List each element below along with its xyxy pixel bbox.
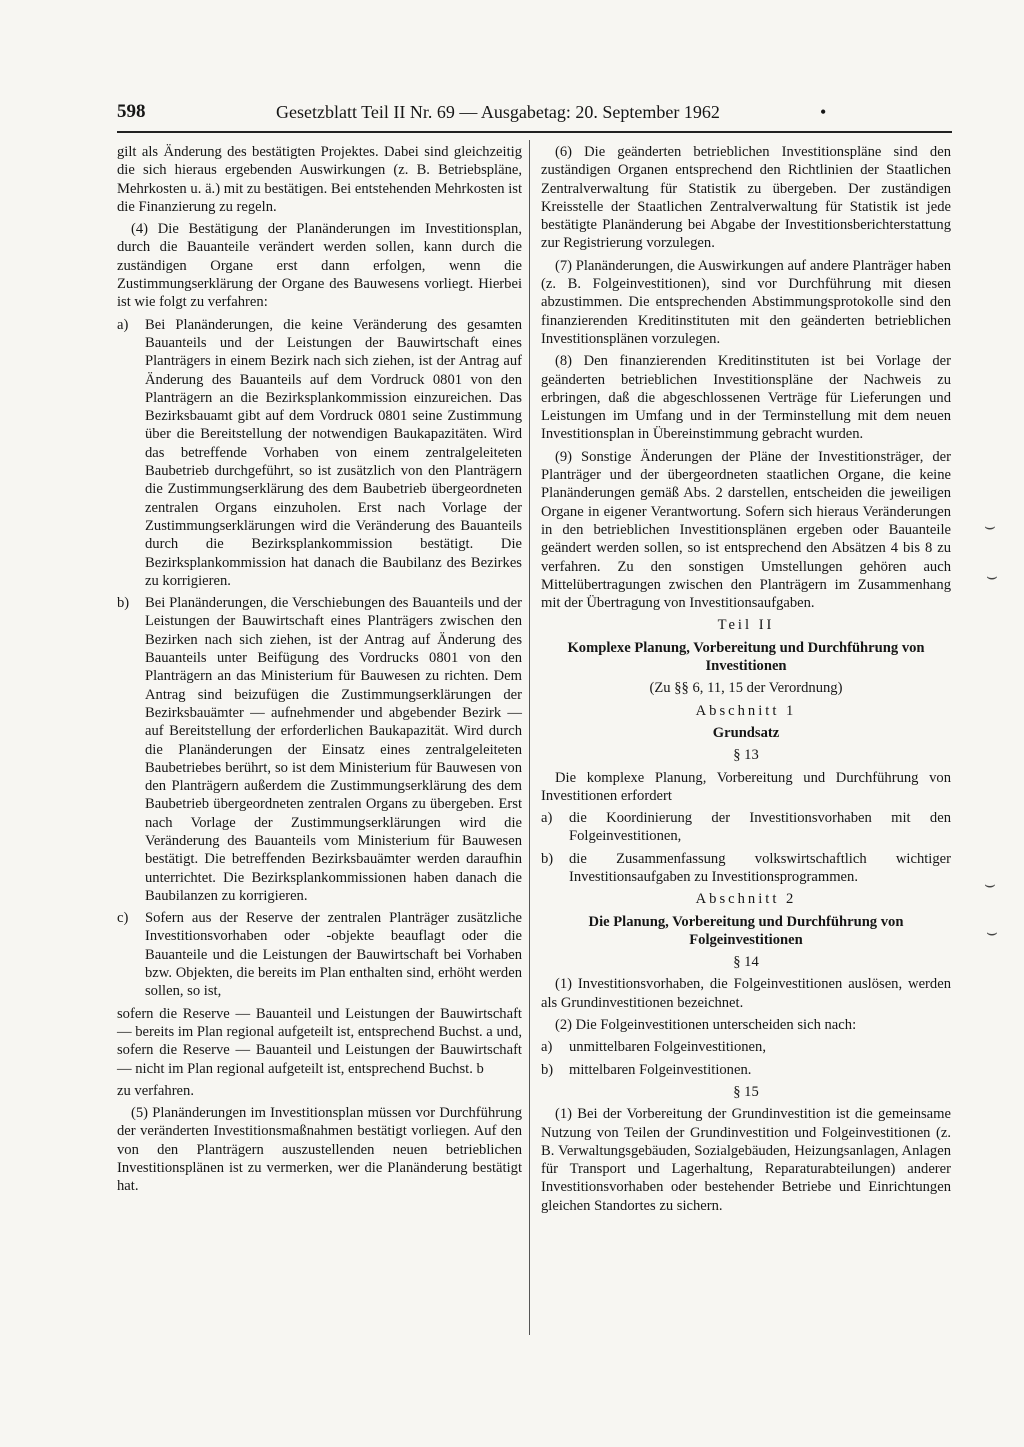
paragraph-5: (5) Planänderungen im Investitionsplan müssen vor Durchführung der veränderten Investitionsmaßnahmen bestätigt vorliegen. Auf den von den Planträgern auszustellenden neuen betrieblichen Investitionsplänen ist zu vermerken, wer die Planänderung bestätigt hat. [117, 1105, 522, 1195]
section-1-title: Grundsatz [712, 724, 780, 741]
list-item-c [117, 909, 522, 1000]
list-text: unmittelbaren Folgeinvestitionen, [569, 1039, 766, 1056]
paragraph-intro: gilt als Änderung des bestätigten Projektes. Dabei sind gleichzeitig die sich hieraus ergebenden Auswirkungen (z. B. Betriebspläne, Mehrkosten u. ä.) mit zu bestätigen. Bei entstehenden Mehrkosten ist die Finanzierung zu regeln. [117, 144, 522, 215]
page-number: 598 [117, 101, 146, 122]
list-item-c-tail: zu verfahren. [117, 1082, 194, 1099]
page-header [117, 97, 952, 127]
paragraph-6: (6) Die geänderten betrieblichen Investitionspläne sind den zuständigen Organen entsprechend den Richtlinien der Staatlichen Zentralverwaltung für Statistik zu übergeben. Der zuständigen Kreisstelle der Staatlichen Zentralverwaltung für Statistik ist jede bestätigte Planänderung bei Abgabe der Investitionsberichterstattung zur Registrierung vorzulegen. [541, 144, 951, 252]
paragraph-8: (8) Den finanzierenden Kreditinstituten ist bei Vorlage der geänderten betrieblichen Investitionspläne der Nachweis zu erbringen, daß die abgeschlossenen Verträge für Lieferungen und Leistungen im Umfang und in der Terminstellung mit dem neuen Investitionsplan in Übereinstimmung gebracht wurden. [541, 353, 951, 443]
list-item-c-sub: sofern die Reserve — Bauanteil und Leistungen der Bauwirtschaft — bereits im Plan regional aufgeteilt ist, entsprechend Buchst. a und, sofern die Reserve — Bauanteil und Leistungen der Bauwirtschaft — nicht im Plan regional aufgeteilt ist, entsprechend Buchst. b [117, 1005, 522, 1077]
paragraph-13-heading: § 13 [733, 747, 759, 764]
part-heading: Teil II [717, 617, 775, 634]
paragraph-13-text: Die komplexe Planung, Vorbereitung und Durchführung von Investitionen erfordert [541, 769, 951, 804]
section-1-heading: Abschnitt 1 [695, 702, 797, 719]
par13-item-a [541, 809, 951, 846]
list-item-b [117, 594, 522, 905]
paragraph-15-heading: § 15 [733, 1083, 759, 1100]
paragraph-14-2: (2) Die Folgeinvestitionen unterscheiden sich nach: [555, 1017, 857, 1034]
paragraph-14-1: (1) Investitionsvorhaben, die Folgeinvestitionen auslösen, werden als Grundinvestitionen bezeichnet. [541, 976, 951, 1011]
list-item-a [117, 316, 522, 590]
part-title: Komplexe Planung, Vorbereitung und Durchführung von Investitionen [567, 639, 925, 675]
list-label: b) [117, 595, 130, 612]
left-column [117, 143, 522, 1200]
list-text: Bei Planänderungen, die keine Veränderung des gesamten Bauanteils und der Leistungen der Bauwirtschaft eines Planträgers in einem Bezirk nach sich ziehen, ist der Antrag auf Änderung des Bauanteils auf dem Vordruck 0801 von den Planträgern an die Bezirksplankommission einzureichen. Das Bezirksbauamt gibt auf dem Vordruck 0801 seine Zustimmung über die Bereitstellung der notwendigen Baukapazitäten. Wird das betreffende Vorhaben von einem zentralgeleiteten Baubetrieb durchgeführt, so ist zusätzlich von den Planträgern die Zustimmungserklärung des dem Baubetrieb übergeordneten zentralen Organs einzuholen. Erst nach Vorlage der Zustimmungserklärungen wird die Veränderung des Bauanteils durch die Bezirksplankommission bestätigt. Die Bezirksplankommission hat danach die Baubilanz des Bezirkes zu korrigieren. [145, 316, 522, 589]
list-text: die Zusammenfassung volkswirtschaftlich wichtiger Investitionsaufgaben zu Investitionsprogrammen. [569, 850, 951, 885]
list-text: die Koordinierung der Investitionsvorhaben mit den Folgeinvestitionen, [569, 810, 951, 845]
list-label: a) [541, 1039, 553, 1056]
list-label: b) [541, 850, 554, 867]
margin-mark: ⌣ [986, 566, 998, 586]
header-dot: • [820, 102, 827, 122]
section-2-heading: Abschnitt 2 [695, 891, 797, 908]
par14-item-a [541, 1038, 951, 1056]
list-text: Sofern aus der Reserve der zentralen Planträger zusätzliche Investitionsvorhaben oder -objekte beauflagt oder die Bauanteile und die Leistungen der Bauwirtschaft bei Vorhaben bzw. Objekten, die bereits im Plan enthalten sind, erhöht werden sollen, so ist, [145, 910, 522, 1000]
section-2-title: Die Planung, Vorbereitung und Durchführung von Folgeinvestitionen [588, 913, 904, 948]
list-label: b) [541, 1061, 554, 1078]
margin-mark: ⌣ [986, 922, 998, 942]
paragraph-14-heading: § 14 [733, 954, 759, 971]
list-label: c) [117, 910, 129, 927]
list-label: a) [541, 810, 553, 827]
column-divider [529, 140, 530, 1335]
margin-mark: ⌣ [984, 874, 996, 894]
par13-item-b [541, 850, 951, 887]
list-label: a) [117, 316, 129, 333]
header-rule [117, 131, 952, 133]
right-column [541, 143, 951, 1219]
list-text: mittelbaren Folgeinvestitionen. [569, 1061, 752, 1078]
paragraph-9: (9) Sonstige Änderungen der Pläne der Investitionsträger, der Planträger und der übergeordneten staatlichen Organe, die keine Planänderungen gemäß Abs. 2 darstellen, entscheiden die jeweiligen Organe in eigener Verantwortung. Sofern sich hieraus Veränderungen in den betrieblichen Investitionsplänen ergeben oder Bauanteile geändert werden sollen, so ist entsprechend den Absätzen 4 bis 8 zu verfahren. Zu den sonstigen Umstellungen gehören auch Mittelübertragungen zwischen den Planträgern im Zusammenhang mit der Übertragung von Investitionsaufgaben. [541, 448, 951, 612]
par14-item-b [541, 1061, 951, 1079]
part-reference: (Zu §§ 6, 11, 15 der Verordnung) [649, 680, 843, 697]
paragraph-15-1: (1) Bei der Vorbereitung der Grundinvestition ist die gemeinsame Nutzung von Teilen der Grundinvestition und Folgeinvestitionen (z. B. Verwaltungsgebäuden, Sozialgebäuden, Heizungsanlagen, Anlagen für Transport und Lagerhaltung, Reparaturabteilungen) anderer Investitionsvorhaben oder bestehender Betriebe und Einrichtungen gleichen Standortes zu sichern. [541, 1106, 951, 1214]
gazette-title: Gesetzblatt Teil II Nr. 69 — Ausgabetag: 20. September 1962 [276, 102, 720, 122]
margin-mark: ⌣ [984, 516, 996, 536]
list-text: Bei Planänderungen, die Verschiebungen des Bauanteils und der Leistungen der Bauwirtschaft eines Planträgers zwischen den Bezirken nach sich ziehen, ist der Antrag auf Änderung des Bauanteils unter Beifügung des Vordrucks 0801 von den Planträgern an das Ministerium für Bauwesen zu richten. Dem Antrag sind beizufügen die Zustimmungserklärungen der Bezirksbauämter — aufnehmender und abgebender Bezirk — auf Bereitstellung der erforderlichen Baukapazität. Wird durch die Planänderungen der Einsatz eines zentralgeleiteten Baubetriebes berührt, so ist dem Ministerium für Bauwesen von den Planträgern außerdem die Zustimmungserklärung des dem Baubetrieb übergeordneten zentralen Organs zu übergeben. Erst nach Vorlage der Zustimmungserklärungen wird die Veränderung des Bauanteils vom Ministerium für Bauwesen bestätigt. Die betreffenden Bezirksbauämter werden daraufhin unterrichtet. Die Bezirksplankommissionen haben danach die Baubilanzen zu korrigieren. [145, 595, 522, 904]
paragraph-4: (4) Die Bestätigung der Planänderungen im Investitionsplan, durch die Bauanteile verändert werden sollen, kann durch die zuständigen Organe erst dann erfolgen, wenn die Zustimmungserklärung der Organe des Bauwesens vorliegt. Hierbei ist wie folgt zu verfahren: [117, 221, 522, 311]
paragraph-7: (7) Planänderungen, die Auswirkungen auf andere Planträger haben (z. B. Folgeinvestitionen), sind vor Durchführung mit diesen abzustimmen. Die entsprechenden Abstimmungsprotokolle sind den finanzierenden Kreditinstituten mit den geänderten betrieblichen Investitionsplänen vorzulegen. [541, 257, 951, 347]
